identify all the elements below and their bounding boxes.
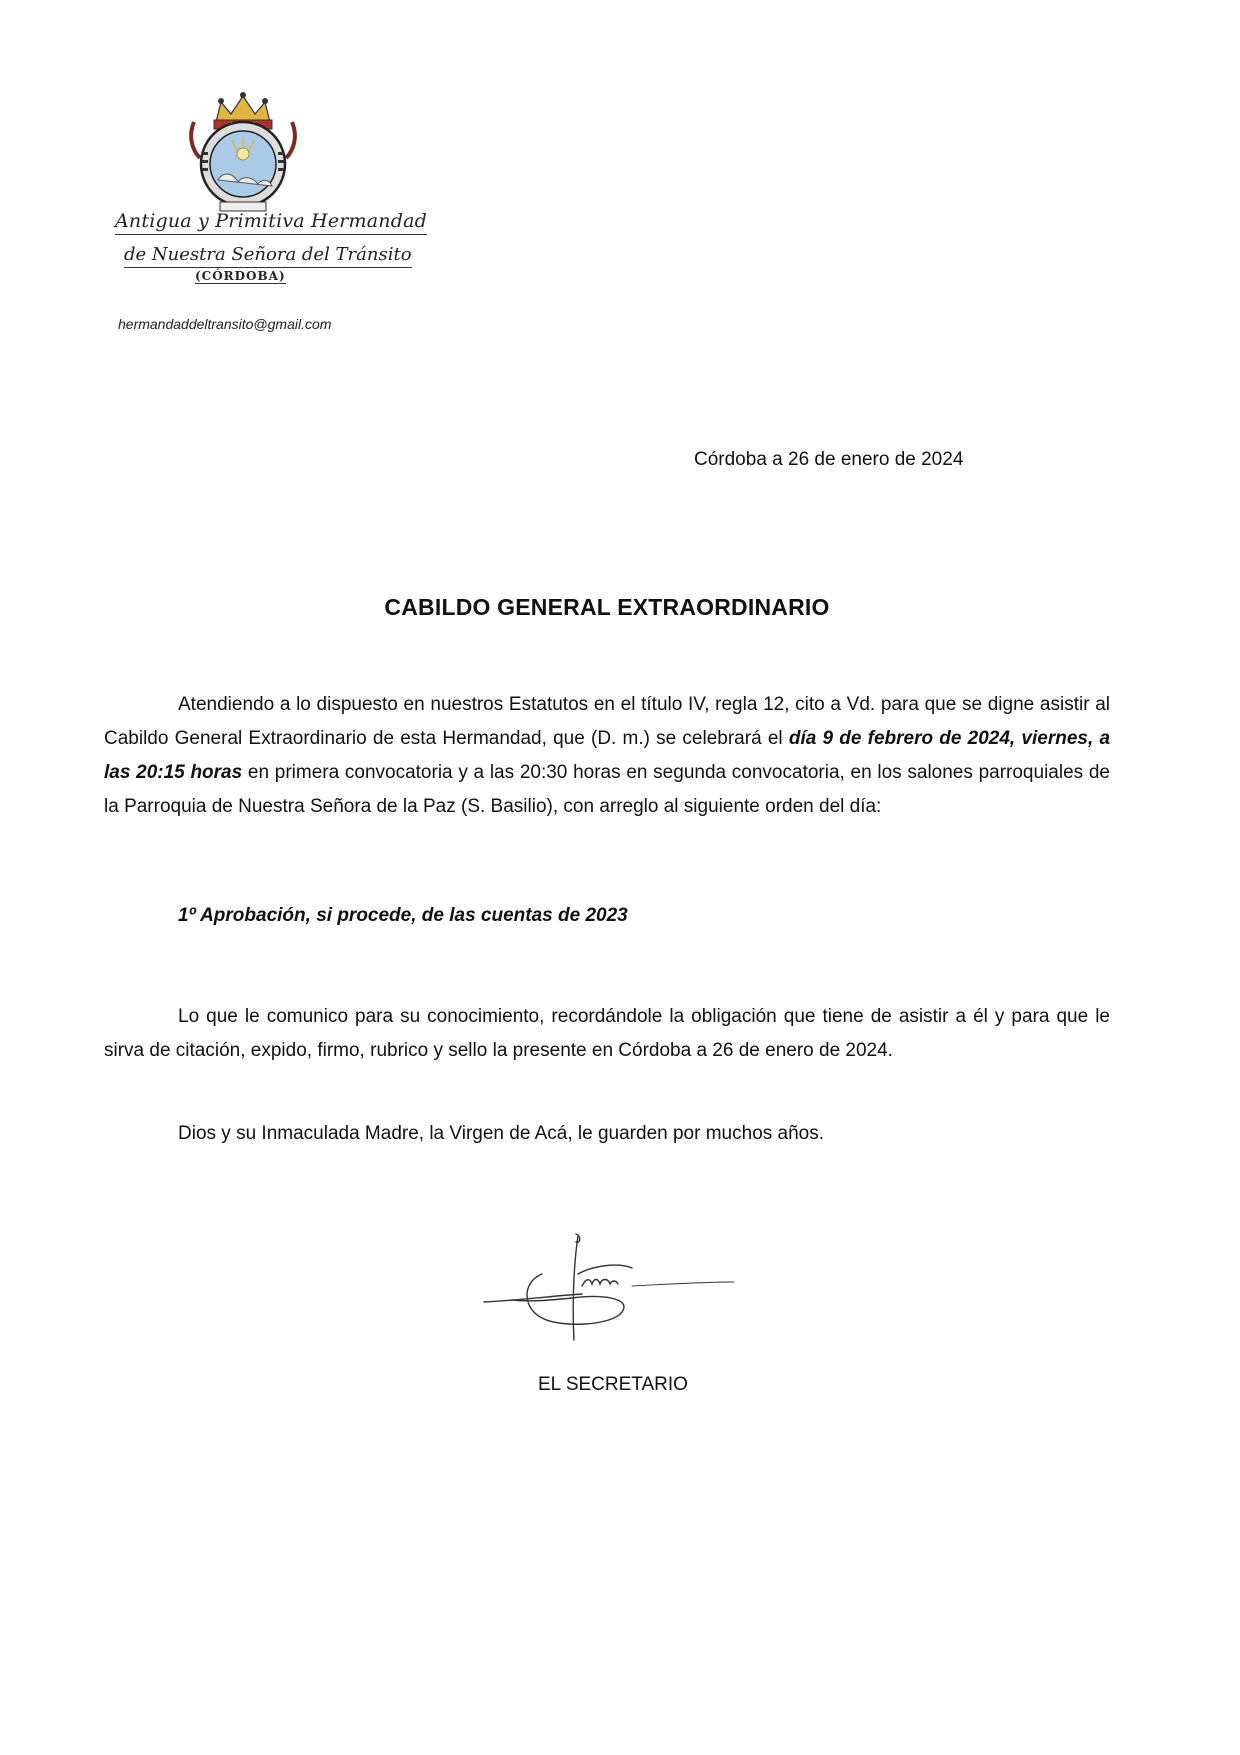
agenda-item: 1º Aprobación, si procede, de las cuentas de 2023: [178, 905, 628, 926]
letter-date: Córdoba a 26 de enero de 2024: [694, 449, 964, 470]
notification-paragraph: Lo que le comunico para su conocimiento, recordándole la obligación que tiene de asistir a él y para que le sirva de citación, expido, firmo, rubrico y sello la presente en Córdoba a 26 de enero de 2024.: [104, 1006, 1110, 1061]
brotherhood-name-line-1: Antigua y Primitiva Hermandad: [115, 210, 427, 235]
letter-title: CABILDO GENERAL EXTRAORDINARIO: [384, 594, 830, 620]
brotherhood-city: (CÓRDOBA): [195, 269, 286, 283]
convocation-text-start: Atendiendo a lo dispuesto en nuestros Estatutos en el título IV, regla 12, cito a Vd. para que se digne asistir al Cabildo General Extraordinario de esta Hermandad, que (D. m.) se celebrará el: [104, 694, 1110, 749]
meeting-date-time: día 9 de febrero de 2024, viernes, a las 20:15 horas: [104, 728, 1111, 783]
brotherhood-name-line-2: de Nuestra Señora del Tránsito: [124, 244, 412, 268]
secretary-signature: [482, 1222, 742, 1356]
convocation-text-end: en primera convocatoria y a las 20:30 horas en segunda convocatoria, en los salones parroquiales de la Parroquia de Nuestra Señora de la Paz (S. Basilio), con arreglo al siguiente orden del día:: [104, 762, 1110, 817]
brotherhood-crest-logo: [188, 92, 298, 214]
signer-title: EL SECRETARIO: [538, 1374, 688, 1395]
closing-blessing: Dios y su Inmaculada Madre, la Virgen de Acá, le guarden por muchos años.: [178, 1123, 825, 1144]
convocation-paragraph: [104, 688, 1110, 824]
contact-email: hermandaddeltransito@gmail.com: [118, 316, 332, 332]
